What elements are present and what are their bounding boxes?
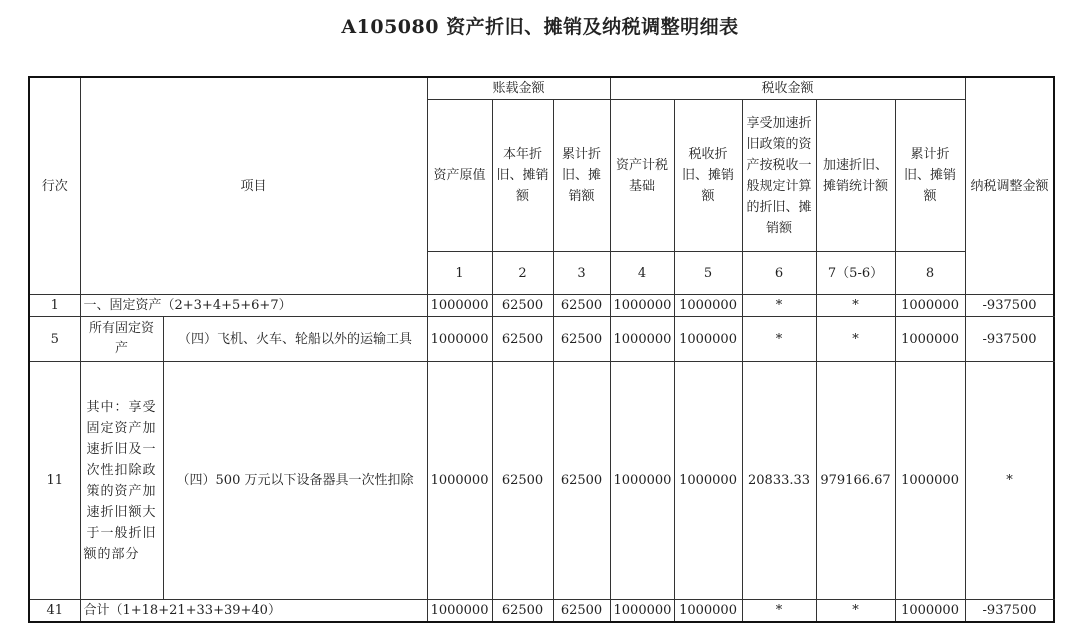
header-col-2: 本年折旧、摊销额 <box>492 100 553 252</box>
cell-value: 1000000 <box>427 295 492 317</box>
table-row <box>29 600 1054 623</box>
table-row <box>29 317 1054 362</box>
cell-value: 1000000 <box>610 317 674 362</box>
header-item: 项目 <box>80 77 427 295</box>
cell-value: 62500 <box>492 362 553 600</box>
header-col-3: 累计折旧、摊销额 <box>553 100 610 252</box>
cell-value: 20833.33 <box>742 362 816 600</box>
cell-value: 979166.67 <box>816 362 895 600</box>
header-num-6: 6 <box>742 252 816 295</box>
cell-value: 1000000 <box>895 600 965 623</box>
cell-value: 1000000 <box>427 600 492 623</box>
cell-value: 62500 <box>492 600 553 623</box>
cell-value: * <box>742 317 816 362</box>
cell-value: 1000000 <box>895 295 965 317</box>
header-col-5: 税收折旧、摊销额 <box>674 100 742 252</box>
cell-value: 1000000 <box>674 600 742 623</box>
cell-value: 1000000 <box>427 362 492 600</box>
cell-value: 1000000 <box>895 317 965 362</box>
depreciation-table <box>28 76 1055 623</box>
cell-value: 1000000 <box>427 317 492 362</box>
header-col-6: 享受加速折旧政策的资产按税收一般规定计算的折旧、摊销额 <box>742 100 816 252</box>
cell-value: -937500 <box>965 317 1054 362</box>
header-col-4: 资产计税基础 <box>610 100 674 252</box>
cell-value: * <box>965 362 1054 600</box>
header-col-1: 资产原值 <box>427 100 492 252</box>
row-item: （四）飞机、火车、轮船以外的运输工具 <box>163 317 427 362</box>
row-number: 11 <box>29 362 80 600</box>
row-item: 合计（1+18+21+33+39+40） <box>80 600 427 623</box>
cell-value: * <box>742 600 816 623</box>
cell-value: * <box>816 295 895 317</box>
cell-value: * <box>816 317 895 362</box>
cell-value: * <box>816 600 895 623</box>
row-group: 其中：享受固定资产加速折旧及一次性扣除政策的资产加速折旧额大于一般折旧额的部分 <box>80 362 163 600</box>
header-num-5: 5 <box>674 252 742 295</box>
cell-value: 1000000 <box>610 362 674 600</box>
row-number: 1 <box>29 295 80 317</box>
table-row <box>29 295 1054 317</box>
header-num-4: 4 <box>610 252 674 295</box>
cell-value: 1000000 <box>610 600 674 623</box>
header-num-2: 2 <box>492 252 553 295</box>
cell-value: 62500 <box>553 600 610 623</box>
cell-value: 62500 <box>492 317 553 362</box>
cell-value: 62500 <box>553 362 610 600</box>
cell-value: 1000000 <box>674 317 742 362</box>
row-item: 一、固定资产（2+3+4+5+6+7） <box>80 295 427 317</box>
cell-value: 62500 <box>492 295 553 317</box>
cell-value: * <box>742 295 816 317</box>
header-num-7: 7（5-6） <box>816 252 895 295</box>
cell-value: 62500 <box>553 295 610 317</box>
cell-value: 1000000 <box>674 295 742 317</box>
form-title: A105080 资产折旧、摊销及纳税调整明细表 <box>341 16 739 38</box>
header-row-no: 行次 <box>29 77 80 295</box>
row-item: （四）500 万元以下设备器具一次性扣除 <box>163 362 427 600</box>
cell-value: 62500 <box>553 317 610 362</box>
header-tax-amount: 税收金额 <box>610 77 965 100</box>
table-row <box>29 362 1054 600</box>
cell-value: 1000000 <box>610 295 674 317</box>
header-num-1: 1 <box>427 252 492 295</box>
header-book-amount: 账载金额 <box>427 77 610 100</box>
header-col-7: 加速折旧、摊销统计额 <box>816 100 895 252</box>
cell-value: -937500 <box>965 295 1054 317</box>
header-num-3: 3 <box>553 252 610 295</box>
row-number: 41 <box>29 600 80 623</box>
cell-value: -937500 <box>965 600 1054 623</box>
header-tax-adjustment: 纳税调整金额 <box>965 77 1054 295</box>
cell-value: 1000000 <box>895 362 965 600</box>
header-num-8: 8 <box>895 252 965 295</box>
header-col-8: 累计折旧、摊销额 <box>895 100 965 252</box>
cell-value: 1000000 <box>674 362 742 600</box>
header-row-groups <box>29 77 1054 100</box>
row-number: 5 <box>29 317 80 362</box>
row-group: 所有固定资产 <box>80 317 163 362</box>
